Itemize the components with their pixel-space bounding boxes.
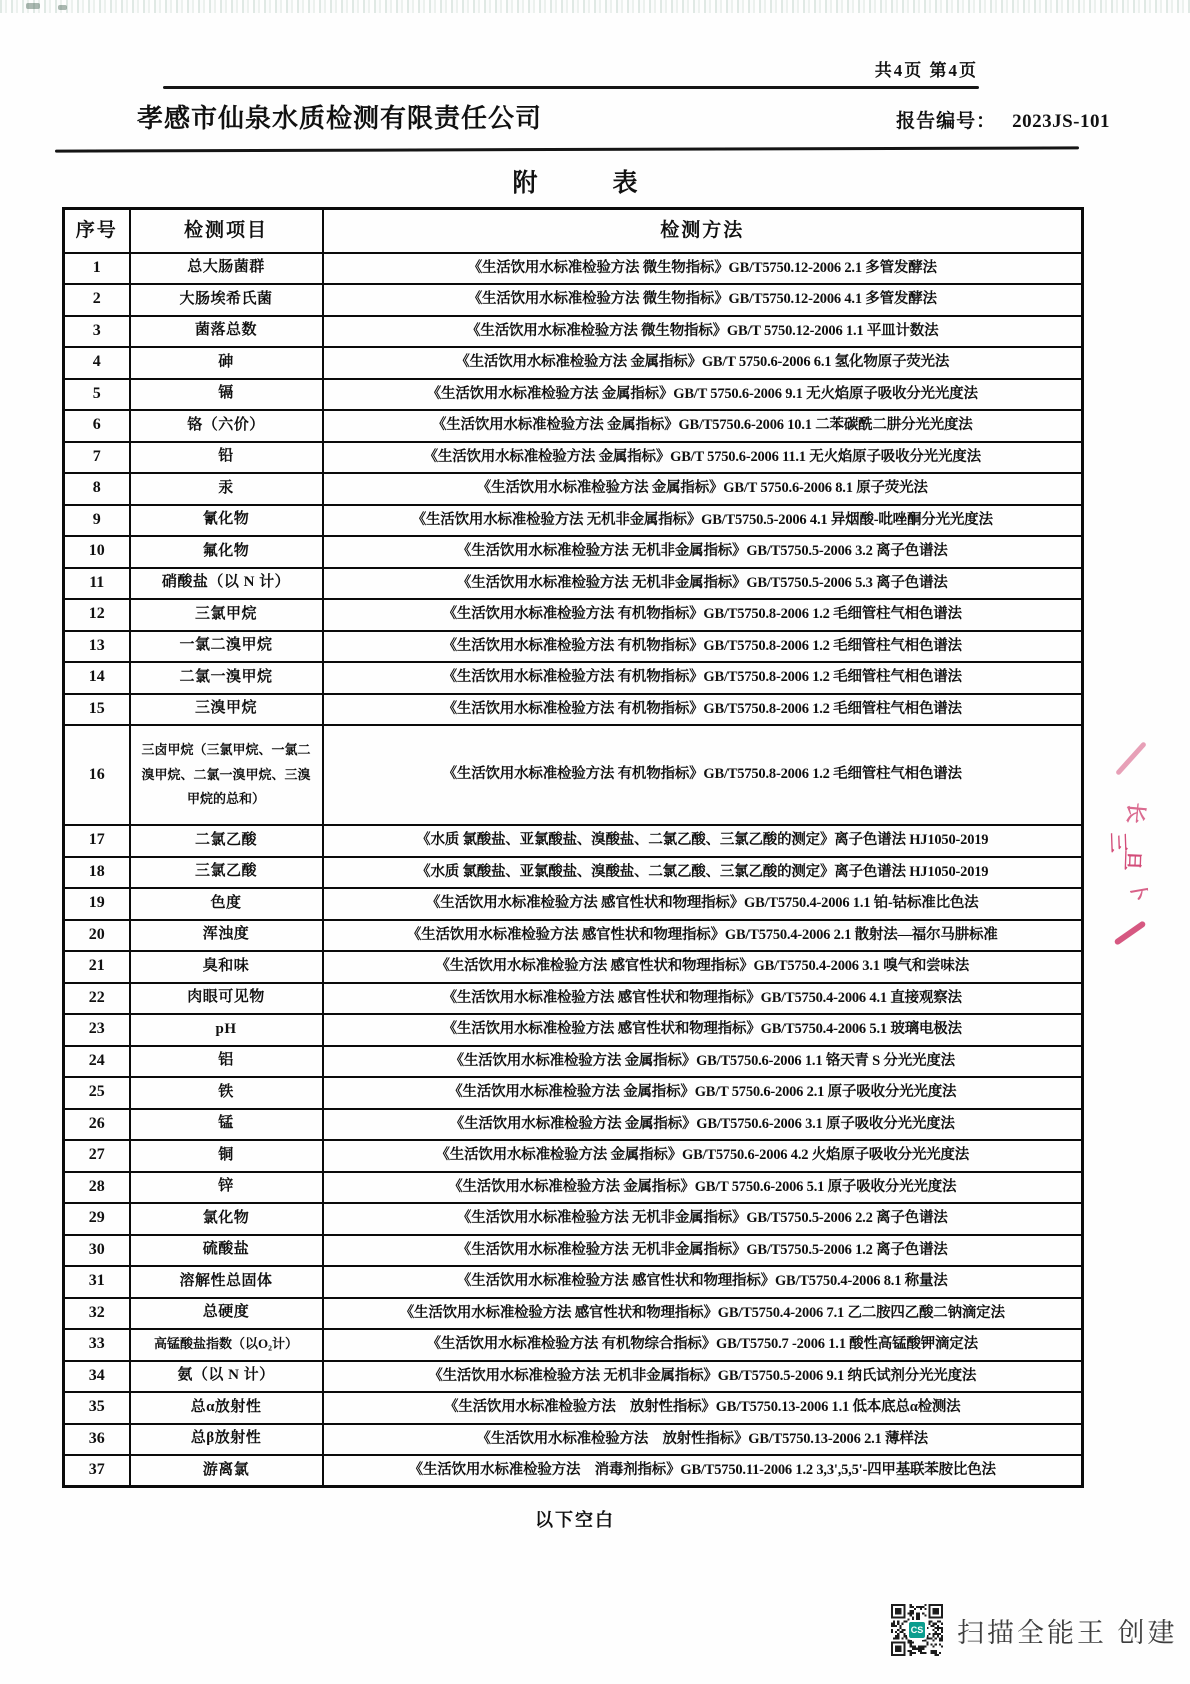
table-row — [64, 694, 1083, 726]
test-method-cell: 《生活饮用水标准检验方法 感官性状和物理指标》GB/T5750.4-2006 8.1 称量法 — [323, 1266, 1083, 1298]
row-number-cell: 19 — [64, 888, 130, 920]
row-number-cell: 9 — [64, 505, 130, 537]
row-number-cell: 10 — [64, 536, 130, 568]
test-item-cell: 三溴甲烷 — [130, 694, 323, 726]
test-item-cell: 氨（以 N 计） — [130, 1361, 323, 1393]
company-name: 孝感市仙泉水质检测有限责任公司 — [137, 103, 543, 133]
test-item-cell: 溶解性总固体 — [130, 1266, 323, 1298]
table-row — [64, 983, 1083, 1015]
table-row — [64, 631, 1083, 663]
table-row — [64, 1172, 1083, 1204]
column-header-item: 检测项目 — [130, 209, 323, 253]
row-number-cell: 37 — [64, 1455, 130, 1487]
test-item-cell: 铜 — [130, 1140, 323, 1172]
test-method-cell: 《水质 氯酸盐、亚氯酸盐、溴酸盐、二氯乙酸、三氯乙酸的测定》离子色谱法 HJ1050-2019 — [323, 857, 1083, 889]
table-row — [64, 857, 1083, 889]
table-row — [64, 599, 1083, 631]
row-number-cell: 11 — [64, 568, 130, 600]
test-item-cell: 肉眼可见物 — [130, 983, 323, 1015]
test-method-cell: 《生活饮用水标准检验方法 无机非金属指标》GB/T5750.5-2006 5.3 离子色谱法 — [323, 568, 1083, 600]
table-row — [64, 1329, 1083, 1361]
test-item-cell: 三卤甲烷（三氯甲烷、一氯二溴甲烷、二氯一溴甲烷、三溴甲烷的总和） — [130, 725, 323, 825]
table-row — [64, 1266, 1083, 1298]
test-item-cell: 总硬度 — [130, 1298, 323, 1330]
test-method-cell: 《生活饮用水标准检验方法 金属指标》GB/T5750.6-2006 10.1 二苯碳酰二肼分光光度法 — [323, 410, 1083, 442]
test-item-cell: 汞 — [130, 473, 323, 505]
test-item-cell: 总大肠菌群 — [130, 253, 323, 285]
row-number-cell: 32 — [64, 1298, 130, 1330]
row-number-cell: 13 — [64, 631, 130, 663]
test-method-cell: 《生活饮用水标准检验方法 有机物指标》GB/T5750.8-2006 1.2 毛细管柱气相色谱法 — [323, 631, 1083, 663]
row-number-cell: 20 — [64, 920, 130, 952]
report-number-value: 2023JS-101 — [1012, 111, 1110, 132]
row-number-cell: 2 — [64, 284, 130, 316]
test-methods-table — [62, 207, 1084, 1488]
row-number-cell: 15 — [64, 694, 130, 726]
test-method-cell: 《生活饮用水标准检验方法 感官性状和物理指标》GB/T5750.4-2006 2.1 散射法—福尔马肼标准 — [323, 920, 1083, 952]
table-row — [64, 568, 1083, 600]
test-item-cell: 锌 — [130, 1172, 323, 1204]
test-item-cell: 氰化物 — [130, 505, 323, 537]
test-item-cell: 浑浊度 — [130, 920, 323, 952]
row-number-cell: 33 — [64, 1329, 130, 1361]
red-stamp-fragment — [1114, 920, 1147, 946]
table-header-row — [64, 209, 1083, 253]
test-item-cell: 铝 — [130, 1046, 323, 1078]
row-number-cell: 29 — [64, 1203, 130, 1235]
table-row — [64, 825, 1083, 857]
test-method-cell: 《生活饮用水标准检验方法 金属指标》GB/T 5750.6-2006 8.1 原子荧光法 — [323, 473, 1083, 505]
table-row — [64, 920, 1083, 952]
test-method-cell: 《生活饮用水标准检验方法 金属指标》GB/T5750.6-2006 4.2 火焰原子吸收分光光度法 — [323, 1140, 1083, 1172]
table-row — [64, 725, 1083, 825]
test-item-cell: 三氯甲烷 — [130, 599, 323, 631]
test-item-cell: 菌落总数 — [130, 316, 323, 348]
column-header-no: 序号 — [64, 209, 130, 253]
test-item-cell: 三氯乙酸 — [130, 857, 323, 889]
table-row — [64, 1235, 1083, 1267]
test-method-cell: 《生活饮用水标准检验方法 金属指标》GB/T5750.6-2006 3.1 原子吸收分光光度法 — [323, 1109, 1083, 1141]
row-number-cell: 22 — [64, 983, 130, 1015]
report-header — [137, 98, 1110, 135]
test-method-cell: 《生活饮用水标准检验方法 感官性状和物理指标》GB/T5750.4-2006 7.1 乙二胺四乙酸二钠滴定法 — [323, 1298, 1083, 1330]
test-item-cell: 高锰酸盐指数（以O₂计） — [130, 1329, 323, 1361]
blank-below-note: 以下空白 — [535, 1510, 615, 1530]
test-method-cell: 《生活饮用水标准检验方法 无机非金属指标》GB/T5750.5-2006 1.2 离子色谱法 — [323, 1235, 1083, 1267]
header-rule-bottom — [55, 146, 1079, 152]
table-row — [64, 347, 1083, 379]
test-item-cell: 总β放射性 — [130, 1424, 323, 1456]
table-row — [64, 1046, 1083, 1078]
test-item-cell: 色度 — [130, 888, 323, 920]
test-item-cell: 游离氯 — [130, 1455, 323, 1487]
table-row — [64, 1392, 1083, 1424]
page-number-info: 共4页 第4页 — [874, 61, 978, 80]
report-number-label: 报告编号： — [896, 111, 997, 132]
scanner-watermark-text: 扫描全能王 创建 — [957, 1617, 1178, 1648]
red-stamp-fragment: 长 — [1122, 801, 1149, 825]
table-row — [64, 1298, 1083, 1330]
scan-speck — [26, 3, 40, 9]
test-method-cell: 《生活饮用水标准检验方法 无机非金属指标》GB/T5750.5-2006 9.1 纳氏试剂分光光度法 — [323, 1361, 1083, 1393]
test-item-cell: 镉 — [130, 379, 323, 411]
row-number-cell: 5 — [64, 379, 130, 411]
test-item-cell: 总α放射性 — [130, 1392, 323, 1424]
row-number-cell: 16 — [64, 725, 130, 825]
row-number-cell: 34 — [64, 1361, 130, 1393]
row-number-cell: 1 — [64, 253, 130, 285]
test-method-cell: 《生活饮用水标准检验方法 无机非金属指标》GB/T5750.5-2006 4.1 异烟酸-吡唑酮分光光度法 — [323, 505, 1083, 537]
row-number-cell: 3 — [64, 316, 130, 348]
test-item-cell: 氟化物 — [130, 536, 323, 568]
test-method-cell: 《生活饮用水标准检验方法 感官性状和物理指标》GB/T5750.4-2006 5.1 玻璃电极法 — [323, 1014, 1083, 1046]
report-number-group — [896, 106, 1110, 133]
test-method-cell: 《水质 氯酸盐、亚氯酸盐、溴酸盐、二氯乙酸、三氯乙酸的测定》离子色谱法 HJ1050-2019 — [323, 825, 1083, 857]
table-row — [64, 253, 1083, 285]
table-row — [64, 1424, 1083, 1456]
test-item-cell: 臭和味 — [130, 951, 323, 983]
table-row — [64, 1455, 1083, 1487]
test-method-cell: 《生活饮用水标准检验方法 金属指标》GB/T5750.6-2006 1.1 铬天青 S 分光光度法 — [323, 1046, 1083, 1078]
row-number-cell: 6 — [64, 410, 130, 442]
test-item-cell: 一氯二溴甲烷 — [130, 631, 323, 663]
row-number-cell: 27 — [64, 1140, 130, 1172]
table-row — [64, 951, 1083, 983]
table-row — [64, 473, 1083, 505]
row-number-cell: 31 — [64, 1266, 130, 1298]
camscanner-logo-badge: CS — [907, 1620, 927, 1640]
test-item-cell: 锰 — [130, 1109, 323, 1141]
row-number-cell: 36 — [64, 1424, 130, 1456]
table-row — [64, 410, 1083, 442]
test-method-cell: 《生活饮用水标准检验方法 微生物指标》GB/T5750.12-2006 2.1 多管发酵法 — [323, 253, 1083, 285]
test-method-cell: 《生活饮用水标准检验方法 无机非金属指标》GB/T5750.5-2006 3.2 离子色谱法 — [323, 536, 1083, 568]
red-stamp-fragment — [1115, 741, 1147, 776]
scanner-watermark — [891, 1604, 1178, 1656]
test-method-cell: 《生活饮用水标准检验方法 消毒剂指标》GB/T5750.11-2006 1.2 3,3',5,5'-四甲基联苯胺比色法 — [323, 1455, 1083, 1487]
test-method-cell: 《生活饮用水标准检验方法 感官性状和物理指标》GB/T5750.4-2006 3.1 嗅气和尝味法 — [323, 951, 1083, 983]
test-item-cell: 铅 — [130, 442, 323, 474]
row-number-cell: 26 — [64, 1109, 130, 1141]
row-number-cell: 7 — [64, 442, 130, 474]
row-number-cell: 21 — [64, 951, 130, 983]
test-method-cell: 《生活饮用水标准检验方法 微生物指标》GB/T 5750.12-2006 1.1 平皿计数法 — [323, 316, 1083, 348]
row-number-cell: 28 — [64, 1172, 130, 1204]
test-item-cell: 砷 — [130, 347, 323, 379]
row-number-cell: 12 — [64, 599, 130, 631]
table-row — [64, 536, 1083, 568]
table-row — [64, 1014, 1083, 1046]
test-item-cell: 硫酸盐 — [130, 1235, 323, 1267]
row-number-cell: 14 — [64, 662, 130, 694]
test-method-cell: 《生活饮用水标准检验方法 有机物综合指标》GB/T5750.7 -2006 1.1 酸性高锰酸钾滴定法 — [323, 1329, 1083, 1361]
header-rule-top — [163, 86, 979, 89]
test-method-cell: 《生活饮用水标准检验方法 金属指标》GB/T 5750.6-2006 2.1 原子吸收分光光度法 — [323, 1077, 1083, 1109]
test-item-cell: pH — [130, 1014, 323, 1046]
row-number-cell: 25 — [64, 1077, 130, 1109]
row-number-cell: 24 — [64, 1046, 130, 1078]
test-method-cell: 《生活饮用水标准检验方法 金属指标》GB/T 5750.6-2006 6.1 氢化物原子荧光法 — [323, 347, 1083, 379]
test-method-cell: 《生活饮用水标准检验方法 有机物指标》GB/T5750.8-2006 1.2 毛细管柱气相色谱法 — [323, 662, 1083, 694]
column-header-method: 检测方法 — [323, 209, 1083, 253]
table-row — [64, 316, 1083, 348]
row-number-cell: 8 — [64, 473, 130, 505]
test-method-cell: 《生活饮用水标准检验方法 金属指标》GB/T 5750.6-2006 5.1 原子吸收分光光度法 — [323, 1172, 1083, 1204]
table-row — [64, 1140, 1083, 1172]
test-method-cell: 《生活饮用水标准检验方法 金属指标》GB/T 5750.6-2006 9.1 无火焰原子吸收分光光度法 — [323, 379, 1083, 411]
test-item-cell: 氯化物 — [130, 1203, 323, 1235]
table-row — [64, 1109, 1083, 1141]
table-row — [64, 284, 1083, 316]
test-method-cell: 《生活饮用水标准检验方法 有机物指标》GB/T5750.8-2006 1.2 毛细管柱气相色谱法 — [323, 599, 1083, 631]
test-item-cell: 铁 — [130, 1077, 323, 1109]
test-method-cell: 《生活饮用水标准检验方法 微生物指标》GB/T5750.12-2006 4.1 多管发酵法 — [323, 284, 1083, 316]
row-number-cell: 18 — [64, 857, 130, 889]
test-item-cell: 大肠埃希氏菌 — [130, 284, 323, 316]
test-method-cell: 《生活饮用水标准检验方法 无机非金属指标》GB/T5750.5-2006 2.2 离子色谱法 — [323, 1203, 1083, 1235]
scan-speck — [58, 5, 67, 10]
test-item-cell: 铬（六价） — [130, 410, 323, 442]
scan-noise-strip — [0, 0, 1190, 13]
red-stamp-fragment: 旦 — [1120, 850, 1143, 871]
qr-code — [891, 1604, 943, 1656]
table-row — [64, 442, 1083, 474]
table-row — [64, 1077, 1083, 1109]
row-number-cell: 35 — [64, 1392, 130, 1424]
table-row — [64, 888, 1083, 920]
table-row — [64, 1203, 1083, 1235]
row-number-cell: 23 — [64, 1014, 130, 1046]
test-method-cell: 《生活饮用水标准检验方法 有机物指标》GB/T5750.8-2006 1.2 毛细管柱气相色谱法 — [323, 725, 1083, 825]
test-method-cell: 《生活饮用水标准检验方法 感官性状和物理指标》GB/T5750.4-2006 4.1 直接观察法 — [323, 983, 1083, 1015]
test-method-cell: 《生活饮用水标准检验方法 金属指标》GB/T 5750.6-2006 11.1 无火焰原子吸收分光光度法 — [323, 442, 1083, 474]
table-row — [64, 379, 1083, 411]
red-stamp-fragment: 三 — [1106, 832, 1129, 853]
test-method-cell: 《生活饮用水标准检验方法 放射性指标》GB/T5750.13-2006 1.1 低本底总α检测法 — [323, 1392, 1083, 1424]
table-row — [64, 1361, 1083, 1393]
table-row — [64, 662, 1083, 694]
test-item-cell: 二氯乙酸 — [130, 825, 323, 857]
test-methods-table-wrap — [62, 207, 1084, 1488]
table-row — [64, 505, 1083, 537]
row-number-cell: 17 — [64, 825, 130, 857]
test-method-cell: 《生活饮用水标准检验方法 有机物指标》GB/T5750.8-2006 1.2 毛细管柱气相色谱法 — [323, 694, 1083, 726]
red-stamp-fragment: 卜 — [1125, 880, 1150, 904]
row-number-cell: 30 — [64, 1235, 130, 1267]
row-number-cell: 4 — [64, 347, 130, 379]
test-item-cell: 硝酸盐（以 N 计） — [130, 568, 323, 600]
test-item-cell: 二氯一溴甲烷 — [130, 662, 323, 694]
test-method-cell: 《生活饮用水标准检验方法 感官性状和物理指标》GB/T5750.4-2006 1.1 铂-钴标准比色法 — [323, 888, 1083, 920]
appendix-title: 附 表 — [512, 170, 638, 197]
test-method-cell: 《生活饮用水标准检验方法 放射性指标》GB/T5750.13-2006 2.1 薄样法 — [323, 1424, 1083, 1456]
